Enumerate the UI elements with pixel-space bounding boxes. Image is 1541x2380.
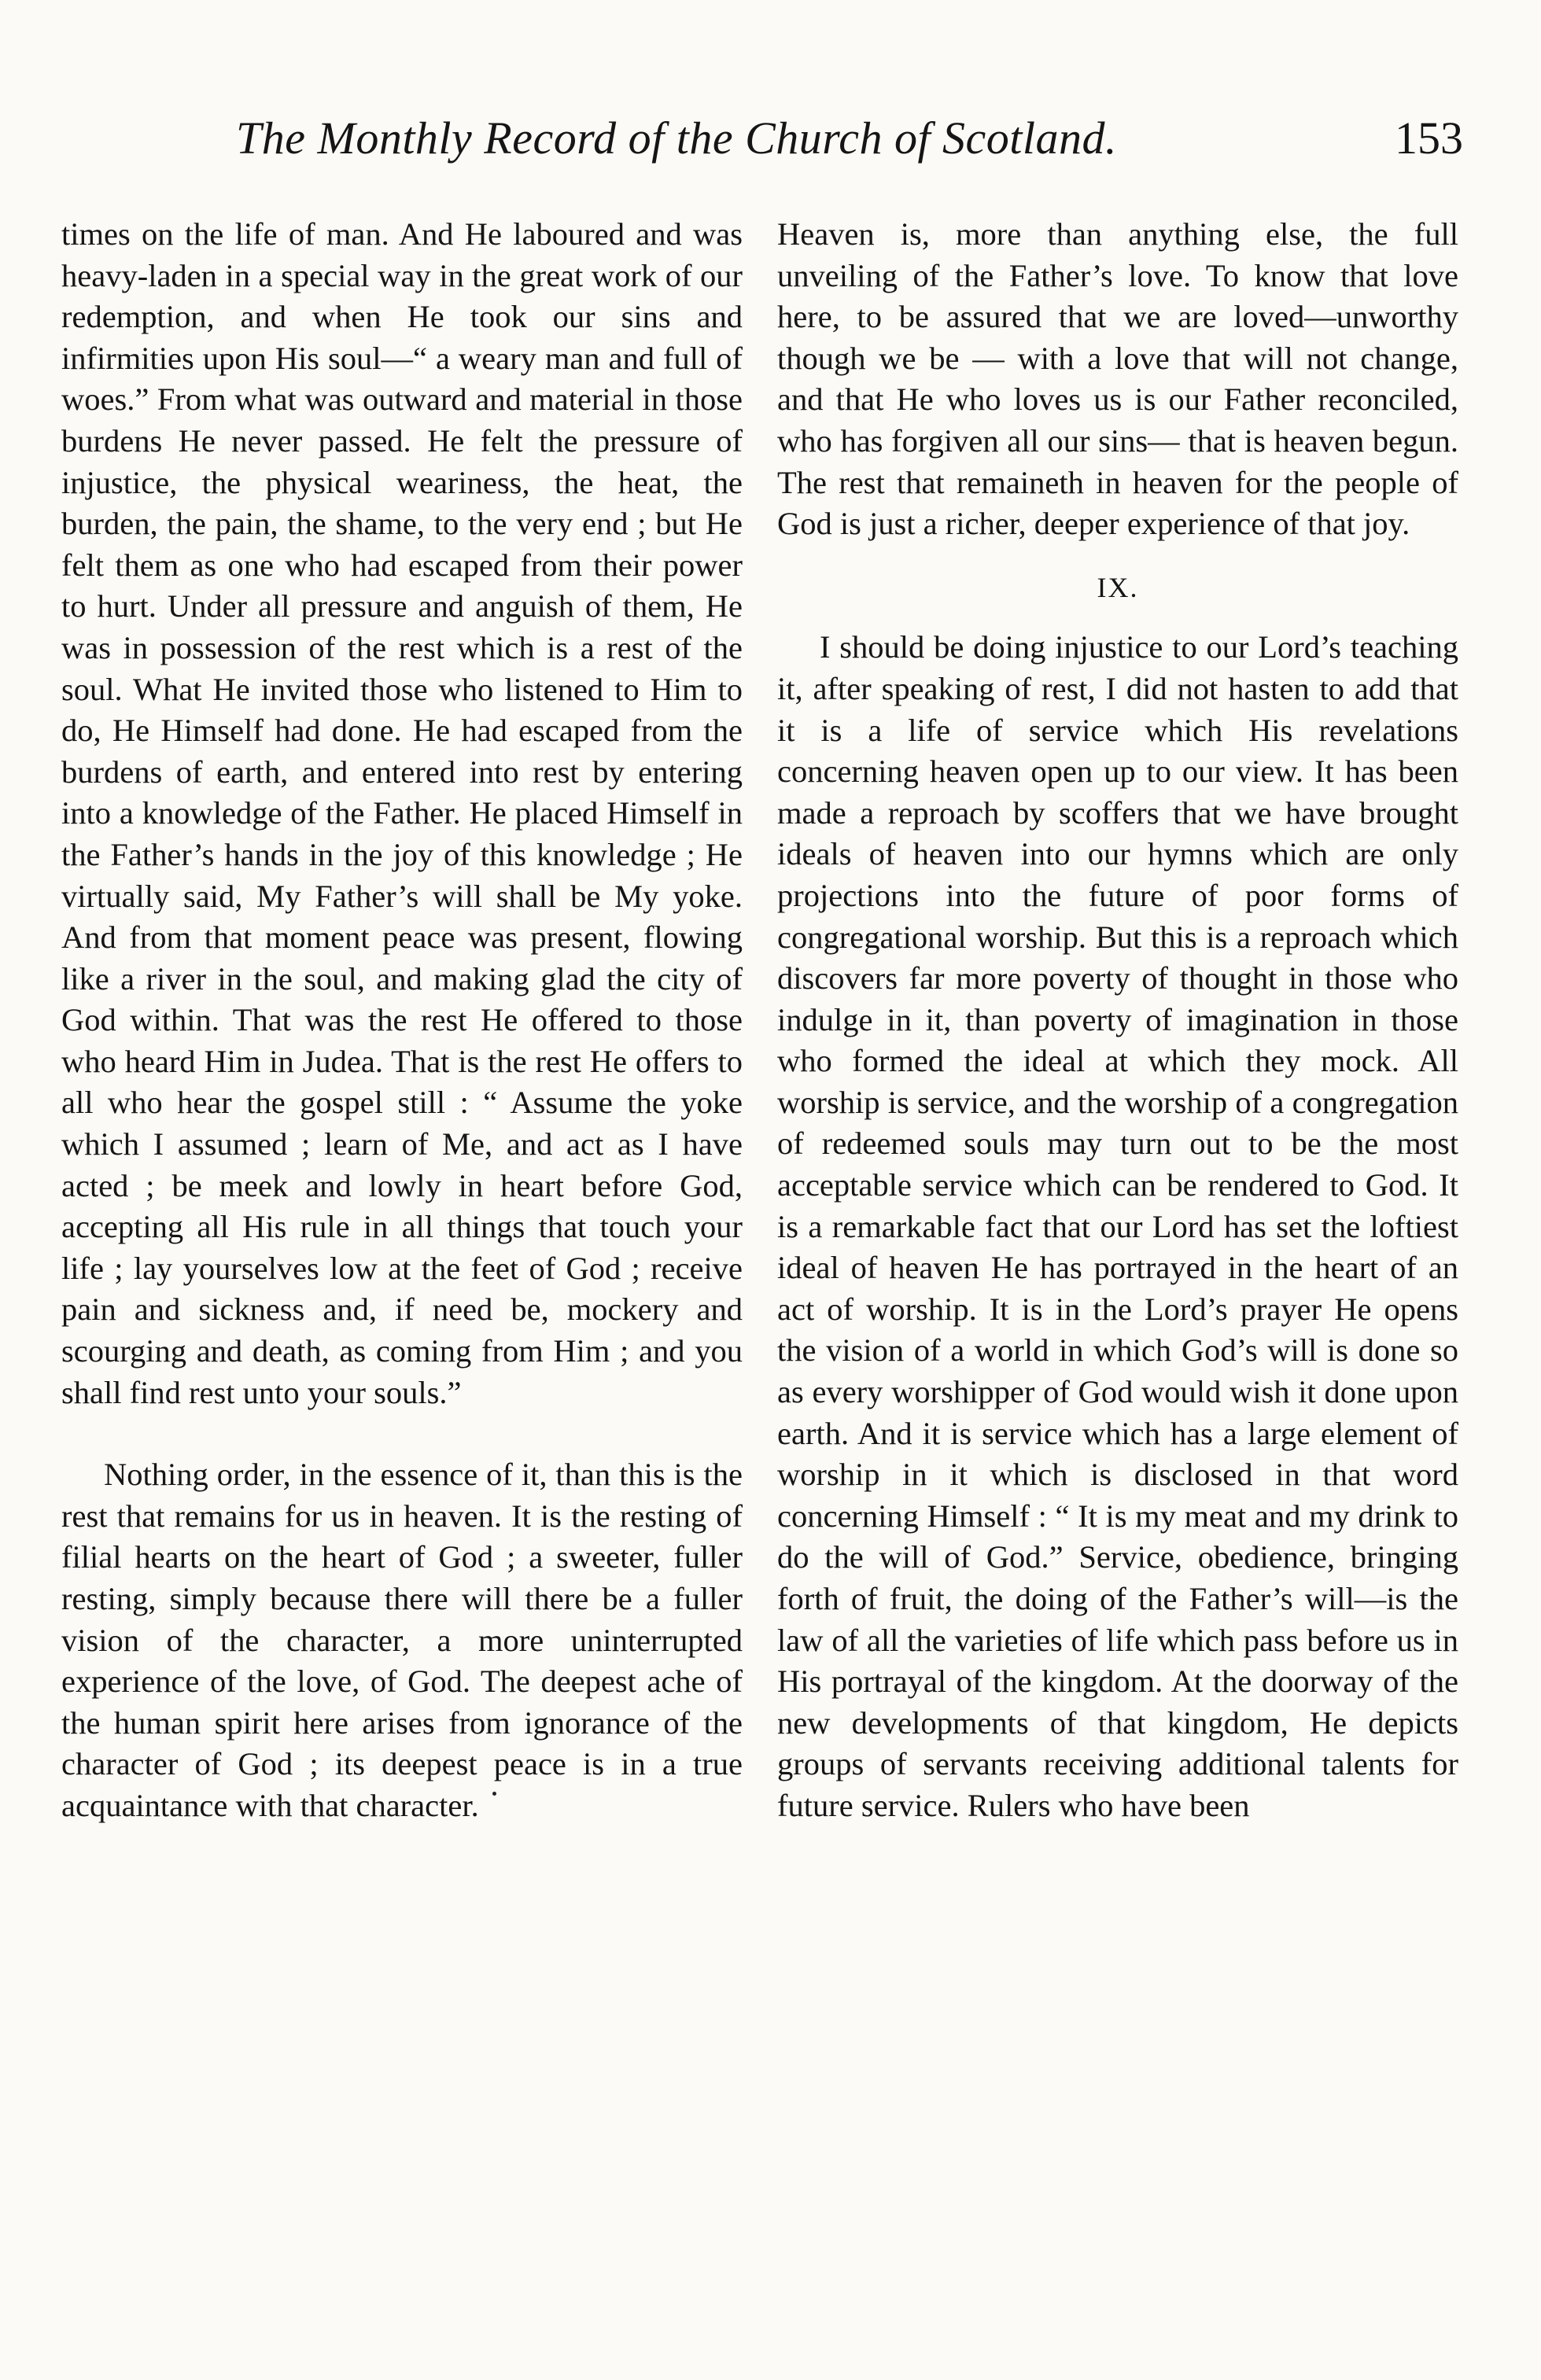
left-column [61,214,743,1827]
left-paragraph-1: times on the life of man. And He laboured and was heavy-laden in a special way in the great work of our redemption, and when He took our sins and infirmities upon His soul—“ a weary man and full of woes.” From what was outward and material in those burdens He never passed. He felt the pressure of injustice, the physical weariness, the heat, the burden, the pain, the shame, to the very end ; but He felt them as one who had escaped from their power to hurt. Under all pressure and anguish of them, He was in possession of the rest which is a rest of the soul. What He invited those who listened to Him to do, He Himself had done. He had escaped from the burdens of earth, and entered into rest by entering into a knowledge of the Father. He placed Himself in the Father’s hands in the joy of this knowledge ; He virtually said, My Father’s will shall be My yoke. And from that moment peace was present, flowing like a river in the soul, and making glad the city of God within. That was the rest He offered to those who heard Him in Judea. That is the rest He offers to all who hear the gospel still : “ Assume the yoke which I assumed ; learn of Me, and act as I have acted ; be meek and lowly in heart before God, accepting all His rule in all things that touch your life ; lay yourselves low at the feet of God ; receive pain and sickness and, if need be, mockery and scourging and death, as coming from Him ; and you shall find rest unto your souls.” [61,216,743,1410]
stray-ink-dot [492,1792,496,1796]
right-column [777,214,1458,1827]
page-header [236,110,1463,173]
section-heading: IX. [1097,571,1139,603]
page-number: 153 [1395,112,1463,164]
right-paragraph-1: Heaven is, more than anything else, the full unveiling of the Father’s love. To know that love here, to be assured that we are loved—unworthy though we be — with a love that will not change, and that He who loves us is our Father reconciled, who has forgiven all our sins— that is heaven begun. The rest that remaineth in heaven for the people of God is just a richer, deeper experience of that joy. [777,216,1458,542]
left-paragraph-2: Nothing order, in the essence of it, than this is the rest that remains for us in heaven. It is the resting of filial hearts on the heart of God ; a sweeter, fuller resting, simply because there will there be a fuller vision of the character, a more uninterrupted experience of the love, of God. The deepest ache of the human spirit here arises from ignorance of the character of God ; its deepest peace is in a true acquaintance with that character. [61,1457,743,1823]
running-title: The Monthly Record of the Church of Scotland. [236,112,1118,164]
right-paragraph-2: I should be doing injustice to our Lord’s teaching it, after speaking of rest, I did not hasten to add that it is a life of service which His revelations concerning heaven open up to our view. It has been made a reproach by scoffers that we have brought ideals of heaven into our hymns which are only projections into the future of poor forms of congregational worship. But this is a reproach which discovers far more poverty of thought in those who indulge in it, than poverty of imagination in those who formed the ideal at which they mock. All worship is service, and the worship of a congregation of redeemed souls may turn out to be the most acceptable service which can be rendered to God. It is a remarkable fact that our Lord has set the loftiest ideal of heaven He has portrayed in the heart of an act of worship. It is in the Lord’s prayer He opens the vision of a world in which God’s will is done so as every worshipper of God would wish it done upon earth. And it is service which has a large element of worship in it which is disclosed in that word concerning Himself : “ It is my meat and my drink to do the will of God.” Service, obedience, bringing forth of fruit, the doing of the Father’s will—is the law of all the varieties of life which pass before us in His portrayal of the kingdom. At the doorway of the new developments of that kingdom, He depicts groups of servants receiving additional talents for future service. Rulers who have been [777,629,1458,1823]
